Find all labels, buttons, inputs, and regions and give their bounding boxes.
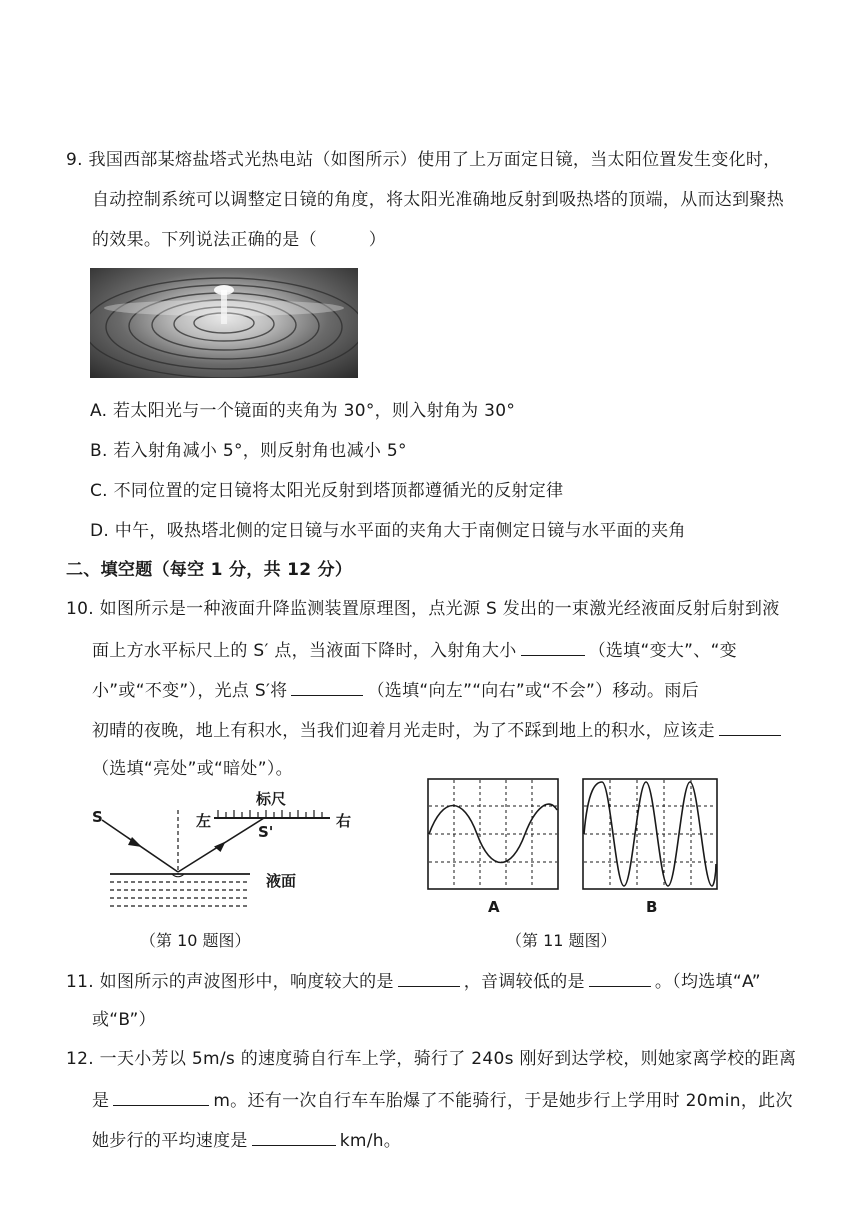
q10-figure (80, 790, 380, 930)
q9-option-d: D. 中午，吸热塔北侧的定日镜与水平面的夹角大于南侧定日镜与水平面的夹角 (90, 521, 686, 541)
q10-left-label: 左 (196, 812, 212, 830)
q10-line-3-text-b: （选填“向左”“向右”或“不会”）移动。雨后 (367, 681, 699, 701)
q12-line-3 (92, 1127, 401, 1153)
q11-blank-2[interactable] (589, 968, 651, 987)
q11-blank-1[interactable] (398, 968, 460, 987)
q10-line-4 (92, 717, 785, 743)
q10-line-5: （选填“亮处”或“暗处”）。 (92, 759, 293, 779)
q10-blank-1[interactable] (521, 637, 585, 656)
q9-option-b: B. 若入射角减小 5°，则反射角也减小 5° (90, 441, 407, 461)
solar-plant-photo (90, 268, 358, 378)
q10-line-1: 10. 如图所示是一种液面升降监测装置原理图，点光源 S 发出的一束激光经液面反射后射到液 (66, 599, 780, 619)
q11-line-1-text-a: 11. 如图所示的声波图形中，响度较大的是 (66, 972, 394, 992)
q10-image-label: S' (258, 823, 274, 841)
q12-line-3-text-a: 她步行的平均速度是 (92, 1131, 248, 1151)
q12-line-3-text-b: km/h。 (339, 1131, 402, 1151)
q9-line-2: 自动控制系统可以调整定日镜的角度，将太阳光准确地反射到吸热塔的顶端，从而达到聚热 (92, 190, 784, 210)
section-title: 二、填空题（每空 1 分，共 12 分） (66, 560, 353, 580)
q10-figure-caption: （第 10 题图） (140, 931, 251, 950)
q11-label-a: A (488, 898, 500, 916)
q9-option-a: A. 若太阳光与一个镜面的夹角为 30°，则入射角为 30° (90, 401, 516, 421)
q12-blank-2[interactable] (252, 1127, 336, 1146)
q11-figure-caption: （第 11 题图） (506, 931, 617, 950)
q9-line-3: 的效果。下列说法正确的是（ ） (92, 230, 387, 250)
q10-line-2 (92, 637, 737, 663)
q11-line-1 (66, 968, 761, 994)
q12-line-1: 12. 一天小芳以 5m/s 的速度骑自行车上学，骑行了 240s 刚好到达学校，则她家离学校的距离 (66, 1049, 797, 1069)
q9-line-1: 9. 我国西部某熔盐塔式光热电站（如图所示）使用了上万面定日镜，当太阳位置发生变化时， (66, 150, 781, 170)
q12-blank-1[interactable] (113, 1087, 209, 1106)
q10-right-label: 右 (336, 812, 352, 830)
q10-line-3 (92, 677, 699, 703)
q10-line-2-text-a: 面上方水平标尺上的 S′ 点，当液面下降时，入射角大小 (92, 641, 517, 661)
q10-ruler-label: 标尺 (256, 790, 287, 808)
q10-liquid-label: 液面 (266, 872, 297, 890)
q10-line-3-text-a: 小”或“不变”），光点 S′将 (92, 681, 288, 701)
q11-label-b: B (646, 898, 658, 916)
q10-line-4-text-a: 初晴的夜晚，地上有积水，当我们迎着月光走时，为了不踩到地上的积水，应该走 (92, 721, 715, 741)
q11-line-2: 或“B”） (92, 1010, 156, 1030)
q10-source-label: S (92, 808, 103, 826)
q11-line-1-text-b: ，音调较低的是 (463, 972, 585, 992)
q9-option-c: C. 不同位置的定日镜将太阳光反射到塔顶都遵循光的反射定律 (90, 481, 564, 501)
q12-line-2-text-a: 是 (92, 1091, 110, 1111)
q12-line-2-text-b: m。还有一次自行车车胎爆了不能骑行，于是她步行上学用时 20min，此次 (213, 1091, 793, 1111)
q11-wave-b (582, 778, 718, 890)
q11-wave-a (427, 778, 559, 890)
q11-line-1-text-c: 。（均选填“A” (654, 972, 761, 992)
q12-line-2 (92, 1087, 793, 1113)
q10-line-2-text-b: （选填“变大”、“变 (588, 641, 737, 661)
q10-blank-3[interactable] (719, 717, 781, 736)
q10-blank-2[interactable] (291, 677, 363, 696)
